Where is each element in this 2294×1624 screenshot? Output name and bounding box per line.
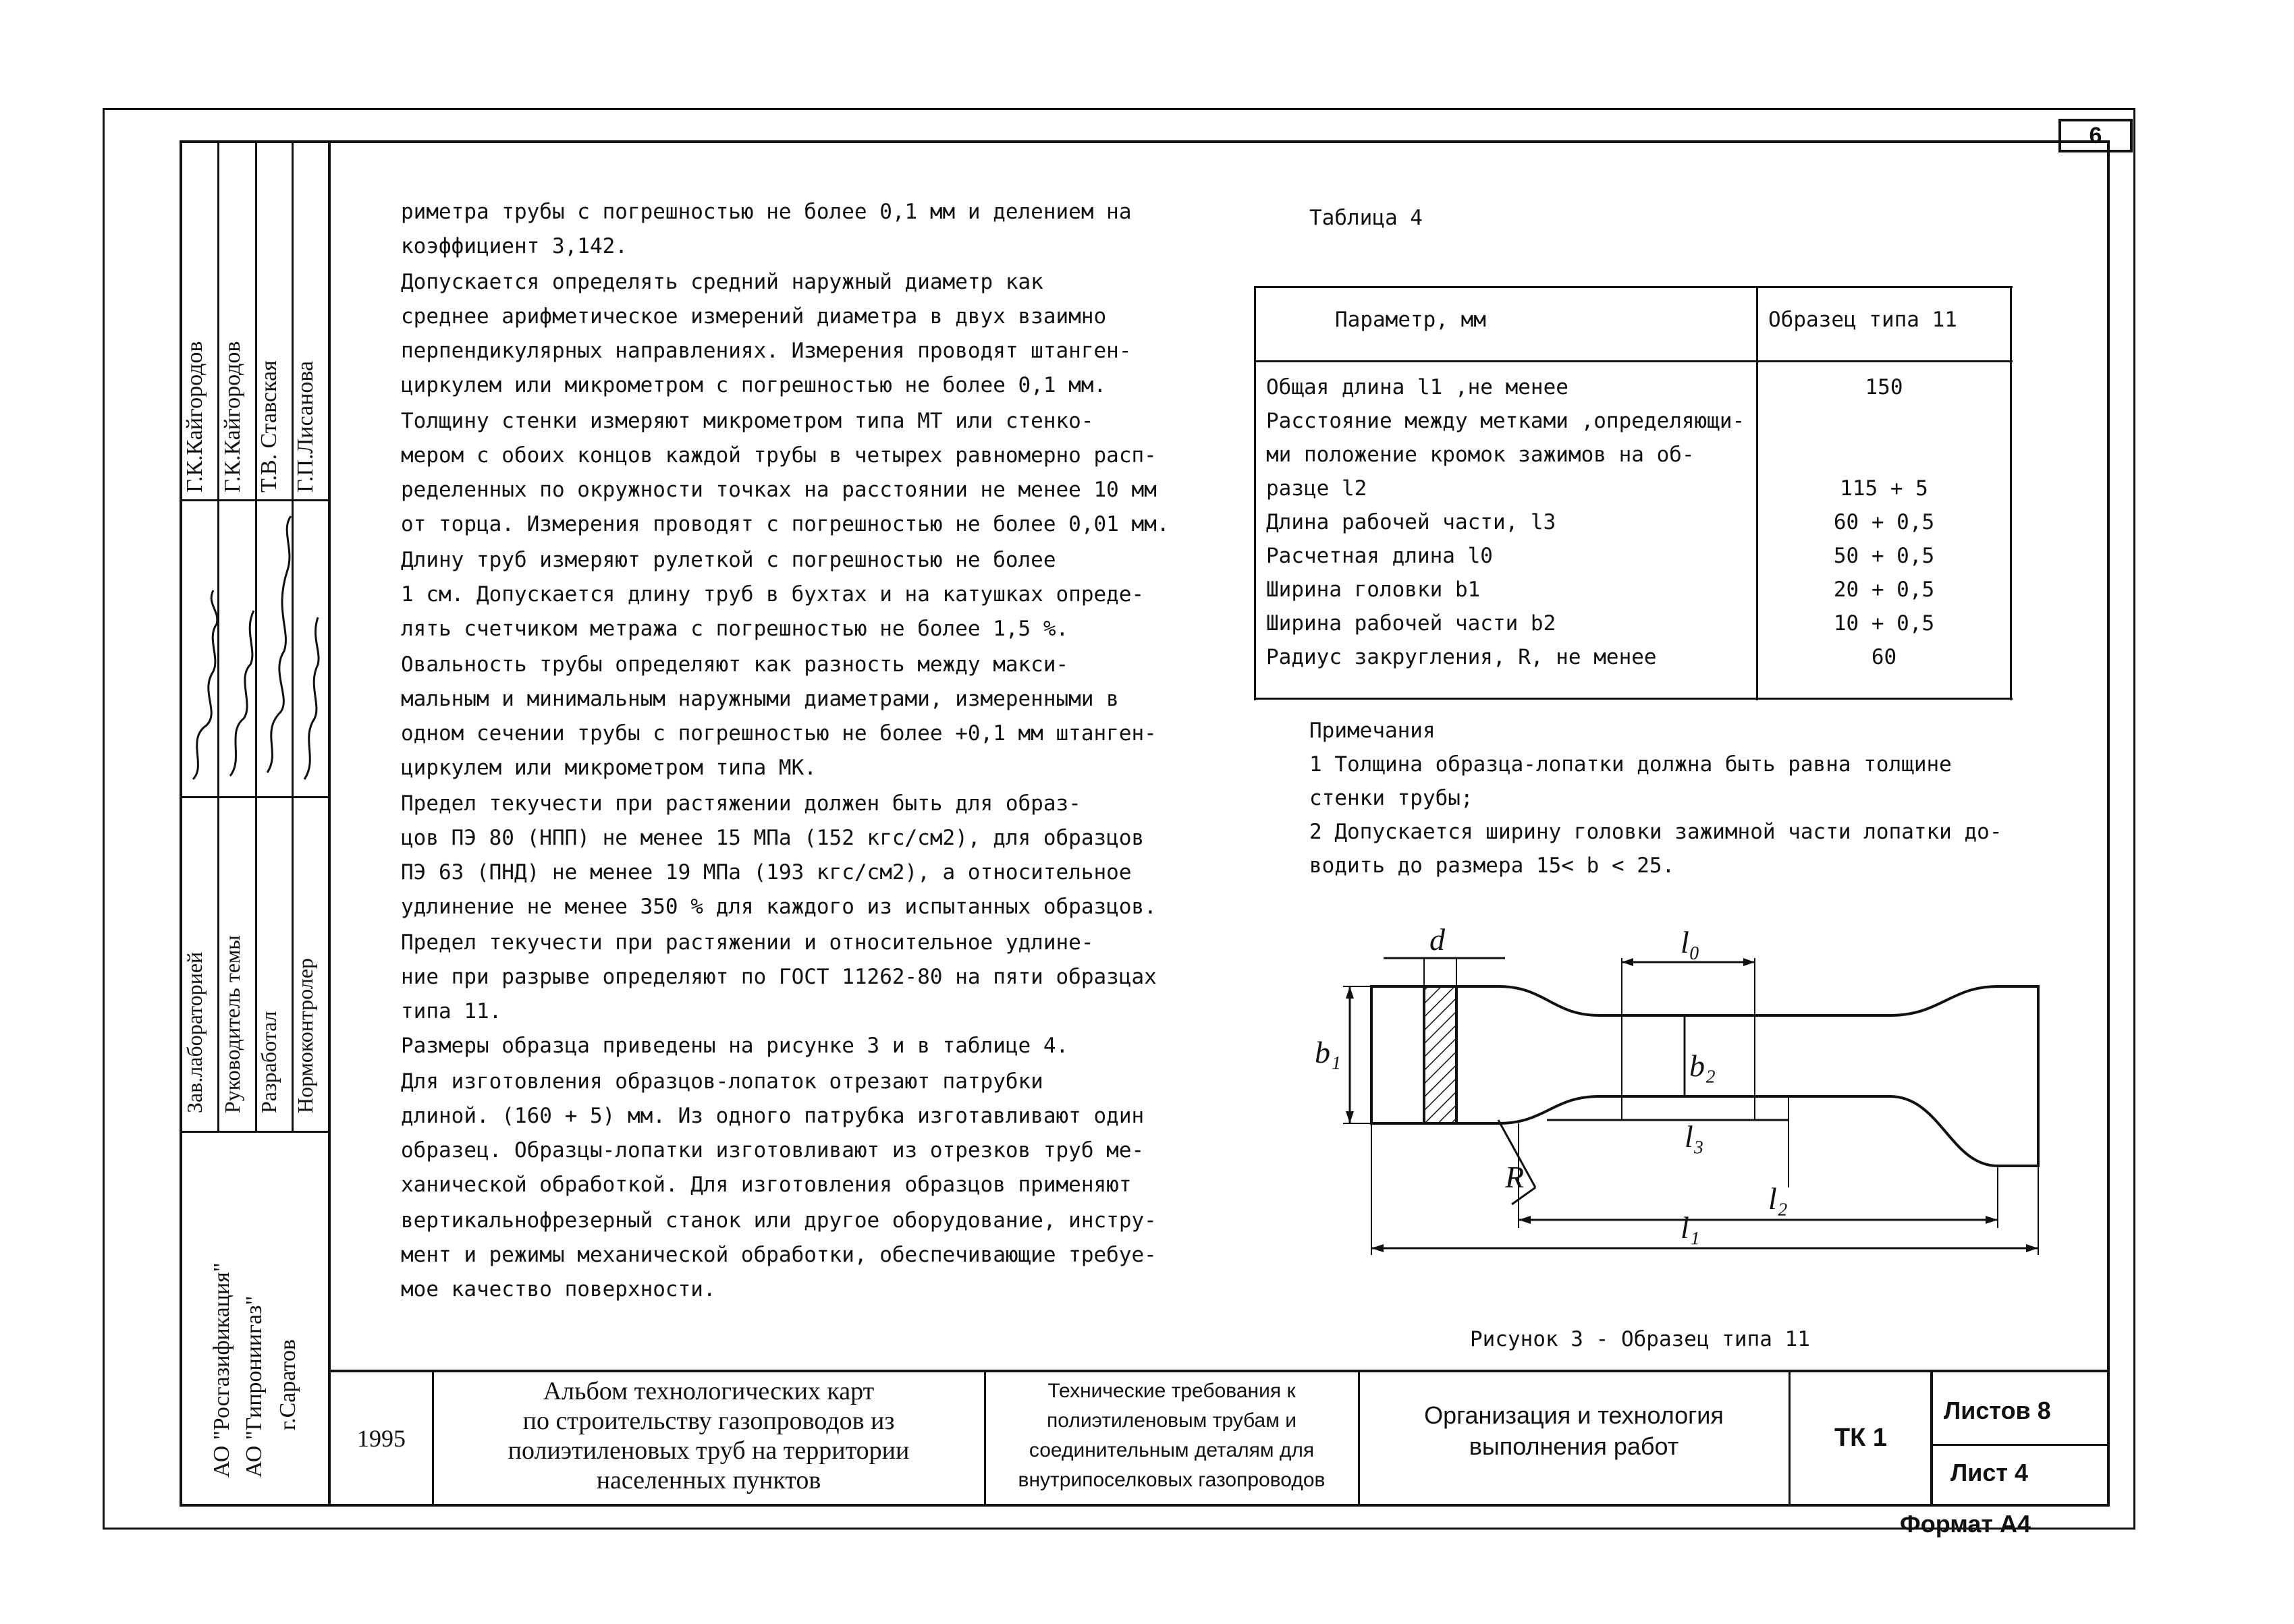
stamp-role-2: Руководитель темы bbox=[220, 935, 244, 1113]
title-block-col-album bbox=[984, 1370, 986, 1507]
text-line: коэффициент 3,142. bbox=[401, 234, 628, 258]
table-cell-param: разце l2 bbox=[1266, 476, 1367, 501]
label-l3: l₃ bbox=[1685, 1119, 1704, 1154]
table-cell-value: 150 bbox=[1865, 375, 1903, 399]
note-line: стенки трубы; bbox=[1309, 786, 1473, 810]
text-line: мальным и минимальным наружными диаметрами, измеренными в bbox=[401, 687, 1119, 711]
album-title-line: Альбом технологических карт bbox=[543, 1377, 875, 1405]
parameters-table bbox=[1254, 286, 2013, 700]
tech-req-line: внутрипоселковых газопроводов bbox=[1018, 1469, 1326, 1491]
text-line: 1 см. Допускается длину труб в бухтах и на катушках опреде- bbox=[401, 582, 1145, 607]
table-header-sample: Образец типа 11 bbox=[1768, 308, 1957, 332]
label-l0: l₀ bbox=[1681, 925, 1700, 959]
sheets-total: Листов 8 bbox=[1944, 1397, 2051, 1424]
text-line: среднее арифметическое измерений диаметра в двух взаимно bbox=[401, 304, 1107, 329]
stamp-name-2: Г.К.Кайгородов bbox=[220, 341, 245, 493]
album-title-line: населенных пунктов bbox=[596, 1466, 821, 1494]
table-cell-param: Длина рабочей части, l3 bbox=[1266, 510, 1556, 534]
figure-caption: Рисунок 3 - Образец типа 11 bbox=[1470, 1327, 1810, 1351]
table-cell-value: 50 + 0,5 bbox=[1833, 544, 1935, 568]
note-line: водить до размера 15< b < 25. bbox=[1309, 853, 1675, 878]
table-caption: Таблица 4 bbox=[1309, 206, 1423, 230]
table-border-left bbox=[1254, 286, 1256, 700]
notes-title: Примечания bbox=[1309, 719, 1436, 743]
text-line: ределенных по окружности точках на расстоянии не менее 10 мм bbox=[401, 478, 1157, 502]
stamp-name-1: Г.К.Кайгородов bbox=[182, 341, 207, 493]
text-line: Для изготовления образцов-лопаток отрезают патрубки bbox=[401, 1069, 1043, 1094]
page-number-box bbox=[2058, 119, 2133, 152]
table-cell-param: Ширина головки b1 bbox=[1266, 578, 1481, 602]
stamp-name-3: Т.В. Ставская bbox=[256, 360, 281, 493]
text-line: вертикальнофрезерный станок или другое оборудование, инстру- bbox=[401, 1208, 1157, 1233]
specimen-drawing bbox=[1282, 918, 2079, 1268]
text-line: перпендикулярных направлениях. Измерения проводят штанген- bbox=[401, 339, 1132, 363]
text-line: одном сечении трубы с погрешностью не более +0,1 мм штанген- bbox=[401, 721, 1157, 746]
text-line: Предел текучести при растяжении должен быть для образ- bbox=[401, 791, 1081, 816]
table-cell-value: 115 + 5 bbox=[1840, 476, 1928, 501]
table-cell-param: Радиус закругления, R, не менее bbox=[1266, 645, 1657, 669]
tech-req-line: соединительным деталям для bbox=[1029, 1439, 1315, 1461]
title-block-col-year bbox=[432, 1370, 434, 1507]
text-line: лять счетчиком метража с погрешностью не более 1,5 %. bbox=[401, 617, 1069, 641]
table-header-line bbox=[1254, 360, 2013, 362]
tech-req-line: полиэтиленовым трубам и bbox=[1047, 1409, 1296, 1432]
text-line: цов ПЭ 80 (НПП) не менее 15 МПа (152 кгс/см2), для образцов bbox=[401, 826, 1145, 850]
title-block-col-code bbox=[1930, 1370, 1933, 1507]
stamp-name-4: Г.П.Лисанова bbox=[293, 360, 318, 493]
stamp-role-3: Разработал bbox=[256, 1011, 281, 1113]
stamp-org-3: г.Саратов bbox=[275, 1339, 300, 1430]
text-line: Толщину стенки измеряют микрометром типа МТ или стенко- bbox=[401, 409, 1094, 433]
stamp-role-1: Зав.лабораторией bbox=[182, 951, 207, 1113]
note-line: 2 Допускается ширину головки зажимной части лопатки до- bbox=[1309, 820, 2002, 844]
tech-requirements bbox=[987, 1376, 1357, 1495]
table-cell-value: 60 + 0,5 bbox=[1833, 510, 1935, 534]
album-title-line: по строительству газопроводов из bbox=[522, 1407, 895, 1435]
text-line: риметра трубы с погрешностью не более 0,1 мм и делением на bbox=[401, 200, 1132, 224]
text-line: Размеры образца приведены на рисунке 3 и в таблице 4. bbox=[401, 1034, 1069, 1058]
table-cell-param: Общая длина l1 ,не менее bbox=[1266, 375, 1568, 399]
table-border-right bbox=[2010, 286, 2012, 700]
text-line: мент и режимы механической обработки, обеспечивающие требуе- bbox=[401, 1243, 1157, 1267]
title-block-col-section bbox=[1788, 1370, 1791, 1507]
text-line: мером с обоих концов каждой трубы в четырех равномерно расп- bbox=[401, 443, 1157, 468]
text-line: циркулем или микрометром типа МК. bbox=[401, 756, 817, 780]
table-cell-param: Расчетная длина l0 bbox=[1266, 544, 1493, 568]
sheet-current: Лист 4 bbox=[1950, 1459, 2029, 1486]
stamp-vline-4 bbox=[328, 140, 331, 1507]
signature-1 bbox=[193, 590, 217, 779]
table-cell-value: 10 + 0,5 bbox=[1833, 611, 1935, 636]
text-line: ПЭ 63 (ПНД) не менее 19 МПа (193 кгс/см2), а относительное bbox=[401, 860, 1132, 885]
label-r: R bbox=[1505, 1160, 1525, 1194]
album-title-line: полиэтиленовых труб на территории bbox=[508, 1436, 910, 1465]
table-border-top bbox=[1254, 286, 2013, 288]
label-b2: b₂ bbox=[1689, 1048, 1716, 1083]
table-cell-value: 20 + 0,5 bbox=[1833, 578, 1935, 602]
title-block-col-req bbox=[1358, 1370, 1360, 1507]
stamp-org-1: АО "Росгазификация" bbox=[209, 1262, 234, 1478]
text-line: Овальность трубы определяют как разность между макси- bbox=[401, 652, 1069, 677]
stamp-hline-org bbox=[180, 1131, 329, 1133]
text-line: циркулем или микрометром с погрешностью не более 0,1 мм. bbox=[401, 373, 1107, 397]
text-line: Предел текучести при растяжении и относительное удлине- bbox=[401, 930, 1094, 955]
signature-2 bbox=[230, 611, 254, 776]
label-l1: l₁ bbox=[1681, 1210, 1700, 1245]
text-line: образец. Образцы-лопатки изготовливают из отрезков труб ме- bbox=[401, 1138, 1145, 1163]
title-block-sheet-divider bbox=[1930, 1444, 2110, 1446]
body-text bbox=[401, 200, 1170, 1301]
text-line: мое качество поверхности. bbox=[401, 1277, 716, 1301]
table-header-param: Параметр, мм bbox=[1335, 308, 1486, 332]
label-b1: b₁ bbox=[1315, 1035, 1341, 1069]
album-title bbox=[435, 1376, 982, 1495]
page-number: 6 bbox=[2089, 122, 2102, 148]
table-cell-value: 60 bbox=[1871, 645, 1897, 669]
text-line: ние при разрыве определяют по ГОСТ 11262-80 на пяти образцах bbox=[401, 965, 1157, 989]
section-title bbox=[1361, 1400, 1787, 1462]
text-line: от торца. Измерения проводят с погрешностью не более 0,01 мм. bbox=[401, 512, 1170, 536]
text-line: Допускается определять средний наружный диаметр как bbox=[401, 270, 1043, 294]
text-line: типа 11. bbox=[401, 999, 502, 1024]
text-line: ханической обработкой. Для изготовления образцов применяют bbox=[401, 1173, 1132, 1197]
hatched-section bbox=[1424, 986, 1456, 1123]
text-line: длиной. (160 + 5) мм. Из одного патрубка изготавливают один bbox=[401, 1104, 1145, 1128]
label-l2: l₂ bbox=[1768, 1181, 1788, 1216]
label-d: d bbox=[1429, 922, 1445, 957]
format-label: Формат А4 bbox=[1900, 1510, 2031, 1538]
stamp-signatures bbox=[180, 503, 329, 793]
document-code: ТК 1 bbox=[1834, 1424, 1888, 1452]
table-cell-param: Ширина рабочей части b2 bbox=[1266, 611, 1556, 636]
tech-req-line: Технические требования к bbox=[1047, 1380, 1296, 1402]
table-border-bottom bbox=[1254, 698, 2013, 700]
table-cell-param: Расстояние между метками ,определяющи- bbox=[1266, 409, 1745, 433]
section-title-line: Организация и технология bbox=[1424, 1401, 1724, 1429]
signature-4 bbox=[304, 617, 319, 779]
text-line: удлинение не менее 350 % для каждого из испытанных образцов. bbox=[401, 895, 1157, 919]
year: 1995 bbox=[357, 1424, 406, 1452]
table-cell-param: ми положение кромок зажимов на об- bbox=[1266, 443, 1695, 467]
text-line: Длину труб измеряют рулеткой с погрешностью не более bbox=[401, 548, 1056, 572]
signature-3 bbox=[267, 516, 291, 773]
stamp-hline-sign bbox=[180, 796, 329, 798]
stamp-role-4: Нормоконтролер bbox=[293, 957, 317, 1113]
section-title-line: выполнения работ bbox=[1469, 1432, 1679, 1460]
stamp-org-2: АО "Гипрониигаз" bbox=[242, 1295, 267, 1478]
note-line: 1 Толщина образца-лопатки должна быть равна толщине bbox=[1309, 752, 1952, 777]
stamp-hline-names bbox=[180, 499, 329, 501]
